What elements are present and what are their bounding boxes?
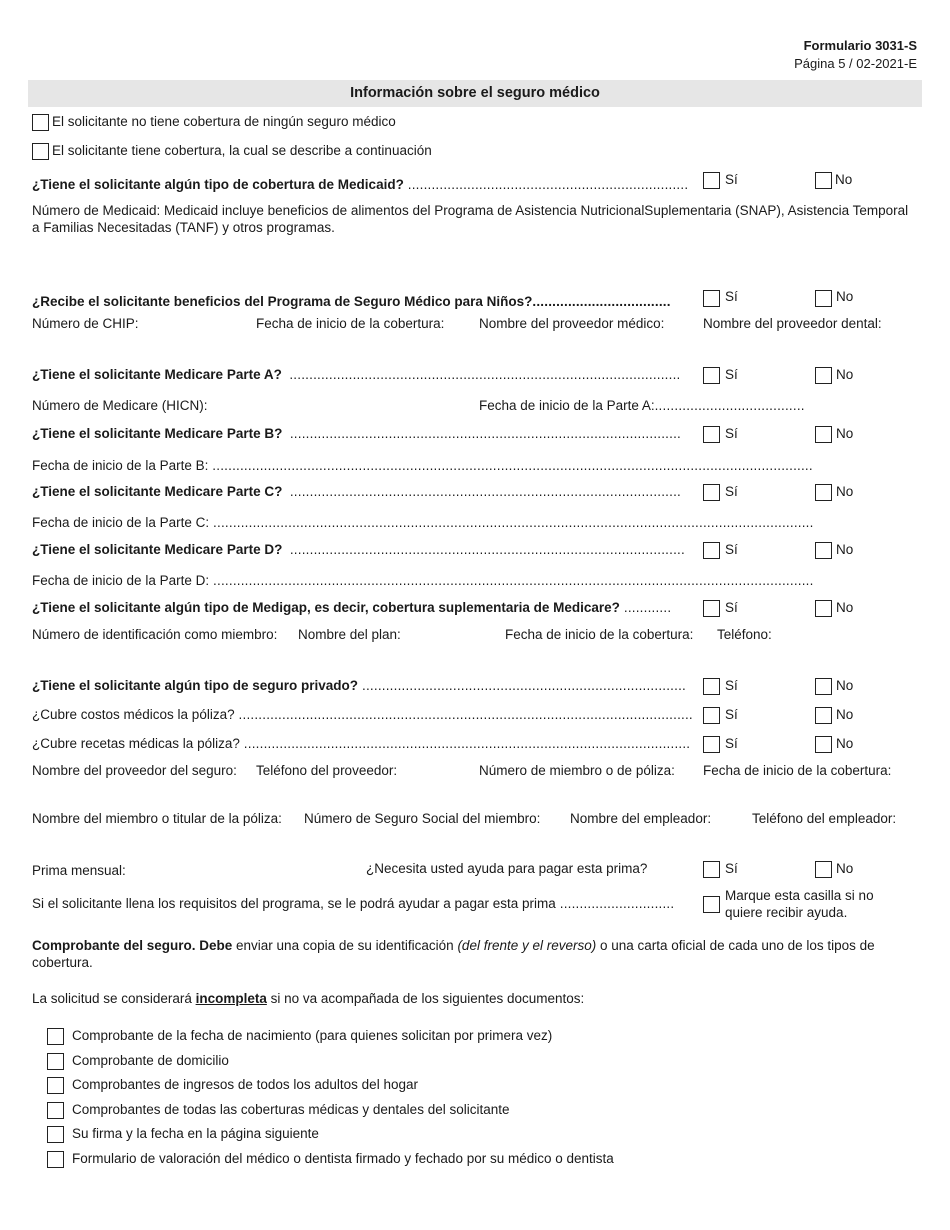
doc-coverage-label: Comprobantes de todas las coberturas médicas y dentales del solicitante bbox=[72, 1102, 510, 1117]
prescriptions-no-label: No bbox=[836, 736, 854, 751]
doc-address-label: Comprobante de domicilio bbox=[72, 1053, 229, 1068]
medicare-c-dots: ................................................................................................... bbox=[289, 484, 681, 499]
doc-birth-label: Comprobante de la fecha de nacimiento (para quienes solicitan por primera vez) bbox=[72, 1028, 553, 1043]
doc-signature-label: Su firma y la fecha en la página siguiente bbox=[72, 1126, 319, 1141]
prescriptions-dots: ................................................................................................................. bbox=[239, 736, 691, 751]
medicare-c-no-checkbox[interactable] bbox=[815, 484, 832, 501]
medigap-plan-name-field: Nombre del plan: bbox=[298, 627, 401, 642]
medigap-member-id-field: Número de identificación como miembro: bbox=[32, 627, 278, 642]
has-coverage-label: El solicitante tiene cobertura, la cual se describe a continuación bbox=[52, 143, 432, 158]
medicare-b-start-field: Fecha de inicio de la Parte B: bbox=[32, 458, 209, 473]
medical-costs-row bbox=[32, 707, 693, 722]
opt-out-checkbox[interactable] bbox=[703, 896, 720, 913]
medicare-b-question: ¿Tiene el solicitante Medicare Parte B? bbox=[32, 426, 283, 441]
section-title-bar bbox=[28, 80, 922, 107]
private-dots: .................................................................................. bbox=[358, 678, 686, 693]
proof-bold: Comprobante del seguro. Debe bbox=[32, 938, 233, 953]
medicaid-question-row bbox=[32, 177, 688, 192]
premium-help-yes-checkbox[interactable] bbox=[703, 861, 720, 878]
prescriptions-yes-label: Sí bbox=[725, 736, 738, 751]
medicare-c-yes-checkbox[interactable] bbox=[703, 484, 720, 501]
proof-text1: enviar una copia de su identificación bbox=[232, 938, 458, 953]
medicare-b-row bbox=[32, 426, 681, 441]
medigap-yes-checkbox[interactable] bbox=[703, 600, 720, 617]
chip-question-row bbox=[32, 294, 671, 309]
medicaid-note: Número de Medicaid: Medicaid incluye beneficios de alimentos del Programa de Asistencia NutricionalSuplementaria (SNAP), Asistencia Temporal a Familias Necesitadas (TANF) y otros programas. bbox=[32, 203, 909, 235]
medical-costs-question: ¿Cubre costos médicos la póliza? bbox=[32, 707, 235, 722]
medicare-a-no-checkbox[interactable] bbox=[815, 367, 832, 384]
medigap-dots: ............ bbox=[619, 600, 672, 615]
medicare-c-start-row bbox=[32, 515, 814, 530]
proof-italic: (del frente y el reverso) bbox=[457, 938, 597, 953]
medicare-number-field: Número de Medicare (HICN): bbox=[32, 398, 208, 413]
doc-assessment-label: Formulario de valoración del médico o dentista firmado y fechado por su médico o dentista bbox=[72, 1151, 614, 1166]
premium-eligibility-row bbox=[32, 896, 674, 911]
premium-help-no-label: No bbox=[836, 861, 854, 876]
private-no-checkbox[interactable] bbox=[815, 678, 832, 695]
policy-number-field: Número de miembro o de póliza: bbox=[479, 763, 675, 778]
medicare-d-yes-checkbox[interactable] bbox=[703, 542, 720, 559]
no-coverage-label: El solicitante no tiene cobertura de ningún seguro médico bbox=[52, 114, 396, 129]
medicare-a-start-dots: ...................................... bbox=[654, 398, 805, 413]
employer-name-field: Nombre del empleador: bbox=[570, 811, 712, 826]
medical-costs-dots: ................................................................................................................... bbox=[234, 707, 693, 722]
medicaid-no-checkbox[interactable] bbox=[815, 172, 832, 189]
medicare-b-no-label: No bbox=[836, 426, 854, 441]
medicare-c-yes-label: Sí bbox=[725, 484, 738, 499]
medicare-b-no-checkbox[interactable] bbox=[815, 426, 832, 443]
medigap-no-label: No bbox=[836, 600, 854, 615]
medical-costs-yes-checkbox[interactable] bbox=[703, 707, 720, 724]
medicare-a-question: ¿Tiene el solicitante Medicare Parte A? bbox=[32, 367, 282, 382]
no-coverage-checkbox[interactable] bbox=[32, 114, 49, 131]
section-title: Información sobre el seguro médico bbox=[350, 85, 600, 101]
medical-costs-no-checkbox[interactable] bbox=[815, 707, 832, 724]
private-question: ¿Tiene el solicitante algún tipo de seguro privado? bbox=[32, 678, 359, 693]
prescriptions-row bbox=[32, 736, 690, 751]
incomplete-emph: incompleta bbox=[195, 991, 267, 1006]
medicare-a-no-label: No bbox=[836, 367, 854, 382]
medicare-a-yes-label: Sí bbox=[725, 367, 738, 382]
prescriptions-question: ¿Cubre recetas médicas la póliza? bbox=[32, 736, 240, 751]
opt-out-label-line2: quiere recibir ayuda. bbox=[725, 905, 848, 920]
chip-dots: ................................... bbox=[532, 294, 671, 309]
chip-yes-label: Sí bbox=[725, 289, 738, 304]
chip-question: ¿Recibe el solicitante beneficios del Programa de Seguro Médico para Niños? bbox=[32, 294, 533, 309]
medicaid-question: ¿Tiene el solicitante algún tipo de cobertura de Medicaid? bbox=[32, 177, 404, 192]
medicare-c-question: ¿Tiene el solicitante Medicare Parte C? bbox=[32, 484, 283, 499]
doc-birth-checkbox[interactable] bbox=[47, 1028, 64, 1045]
medicare-a-row bbox=[32, 367, 680, 382]
medigap-row bbox=[32, 600, 671, 615]
medicare-c-start-dots: ........................................................................................................................................................ bbox=[209, 515, 814, 530]
private-yes-label: Sí bbox=[725, 678, 738, 693]
medigap-yes-label: Sí bbox=[725, 600, 738, 615]
medicare-d-row bbox=[32, 542, 685, 557]
medicare-d-start-field: Fecha de inicio de la Parte D: bbox=[32, 573, 210, 588]
has-coverage-checkbox[interactable] bbox=[32, 143, 49, 160]
private-row bbox=[32, 678, 686, 693]
medicare-c-row bbox=[32, 484, 681, 499]
premium-eligibility-dots: ............................. bbox=[555, 896, 675, 911]
opt-out-label-line1: Marque esta casilla si no bbox=[725, 888, 874, 903]
medicare-c-no-label: No bbox=[836, 484, 854, 499]
chip-yes-checkbox[interactable] bbox=[703, 290, 720, 307]
doc-assessment-checkbox[interactable] bbox=[47, 1151, 64, 1168]
premium-eligibility-text: Si el solicitante llena los requisitos del programa, se le podrá ayudar a pagar esta prima bbox=[32, 896, 556, 911]
medicare-d-start-row bbox=[32, 573, 814, 588]
medicaid-yes-label: Sí bbox=[725, 172, 738, 187]
medicare-b-start-row bbox=[32, 458, 813, 473]
doc-coverage-checkbox[interactable] bbox=[47, 1102, 64, 1119]
private-no-label: No bbox=[836, 678, 854, 693]
chip-dental-provider-field: Nombre del proveedor dental: bbox=[703, 316, 882, 331]
private-yes-checkbox[interactable] bbox=[703, 678, 720, 695]
medigap-phone-field: Teléfono: bbox=[717, 627, 772, 642]
prescriptions-no-checkbox[interactable] bbox=[815, 736, 832, 753]
medicare-a-yes-checkbox[interactable] bbox=[703, 367, 720, 384]
insurer-name-field: Nombre del proveedor del seguro: bbox=[32, 763, 237, 778]
proof-of-insurance bbox=[32, 937, 912, 971]
premium-help-yes-label: Sí bbox=[725, 861, 738, 876]
premium-help-no-checkbox[interactable] bbox=[815, 861, 832, 878]
incomplete-before: La solicitud se considerará bbox=[32, 991, 196, 1006]
medicare-d-start-dots: ........................................................................................................................................................ bbox=[209, 573, 814, 588]
medicaid-dots: ....................................................................... bbox=[403, 177, 689, 192]
medicare-a-start-field: Fecha de inicio de la Parte A: bbox=[479, 398, 655, 413]
medical-costs-no-label: No bbox=[836, 707, 854, 722]
doc-address-checkbox[interactable] bbox=[47, 1053, 64, 1070]
medigap-start-date-field: Fecha de inicio de la cobertura: bbox=[505, 627, 694, 642]
member-ssn-field: Número de Seguro Social del miembro: bbox=[304, 811, 541, 826]
monthly-premium-field: Prima mensual: bbox=[32, 863, 126, 878]
medicare-a-start-row bbox=[479, 398, 805, 413]
chip-number-field: Número de CHIP: bbox=[32, 316, 139, 331]
policy-holder-field: Nombre del miembro o titular de la póliza: bbox=[32, 811, 282, 826]
medicare-d-question: ¿Tiene el solicitante Medicare Parte D? bbox=[32, 542, 283, 557]
incomplete-notice bbox=[32, 991, 584, 1006]
medigap-question: ¿Tiene el solicitante algún tipo de Medigap, es decir, cobertura suplementaria de Medicare? bbox=[32, 600, 620, 615]
premium-help-question: ¿Necesita usted ayuda para pagar esta prima? bbox=[366, 861, 648, 876]
doc-signature-checkbox[interactable] bbox=[47, 1126, 64, 1143]
medicare-a-dots: ................................................................................................... bbox=[289, 367, 681, 382]
employer-phone-field: Teléfono del empleador: bbox=[752, 811, 897, 826]
chip-no-checkbox[interactable] bbox=[815, 290, 832, 307]
doc-income-checkbox[interactable] bbox=[47, 1077, 64, 1094]
insurer-phone-field: Teléfono del proveedor: bbox=[256, 763, 398, 778]
proof-text2: o una carta oficial de cada uno de los tipos de cobertura. bbox=[32, 938, 875, 970]
medicare-c-start-field: Fecha de inicio de la Parte C: bbox=[32, 515, 210, 530]
medicare-b-dots: ................................................................................................... bbox=[289, 426, 681, 441]
form-number: Formulario 3031-S bbox=[803, 38, 917, 53]
medicare-d-dots: .................................................................................................... bbox=[289, 542, 685, 557]
chip-start-date-field: Fecha de inicio de la cobertura: bbox=[256, 316, 445, 331]
opt-out-label bbox=[725, 887, 874, 921]
medicare-b-start-dots: ........................................................................................................................................................ bbox=[208, 458, 813, 473]
medicare-d-no-label: No bbox=[836, 542, 854, 557]
page-info: Página 5 / 02-2021-E bbox=[794, 56, 917, 71]
private-start-date-field: Fecha de inicio de la cobertura: bbox=[703, 763, 892, 778]
incomplete-after: si no va acompañada de los siguientes documentos: bbox=[266, 991, 585, 1006]
medicare-b-yes-label: Sí bbox=[725, 426, 738, 441]
medicare-d-no-checkbox[interactable] bbox=[815, 542, 832, 559]
prescriptions-yes-checkbox[interactable] bbox=[703, 736, 720, 753]
medical-costs-yes-label: Sí bbox=[725, 707, 738, 722]
medigap-no-checkbox[interactable] bbox=[815, 600, 832, 617]
medicaid-no-label: No bbox=[835, 172, 853, 187]
medicare-b-yes-checkbox[interactable] bbox=[703, 426, 720, 443]
chip-medical-provider-field: Nombre del proveedor médico: bbox=[479, 316, 665, 331]
medicare-d-yes-label: Sí bbox=[725, 542, 738, 557]
doc-income-label: Comprobantes de ingresos de todos los adultos del hogar bbox=[72, 1077, 418, 1092]
medicaid-yes-checkbox[interactable] bbox=[703, 172, 720, 189]
chip-no-label: No bbox=[836, 289, 854, 304]
